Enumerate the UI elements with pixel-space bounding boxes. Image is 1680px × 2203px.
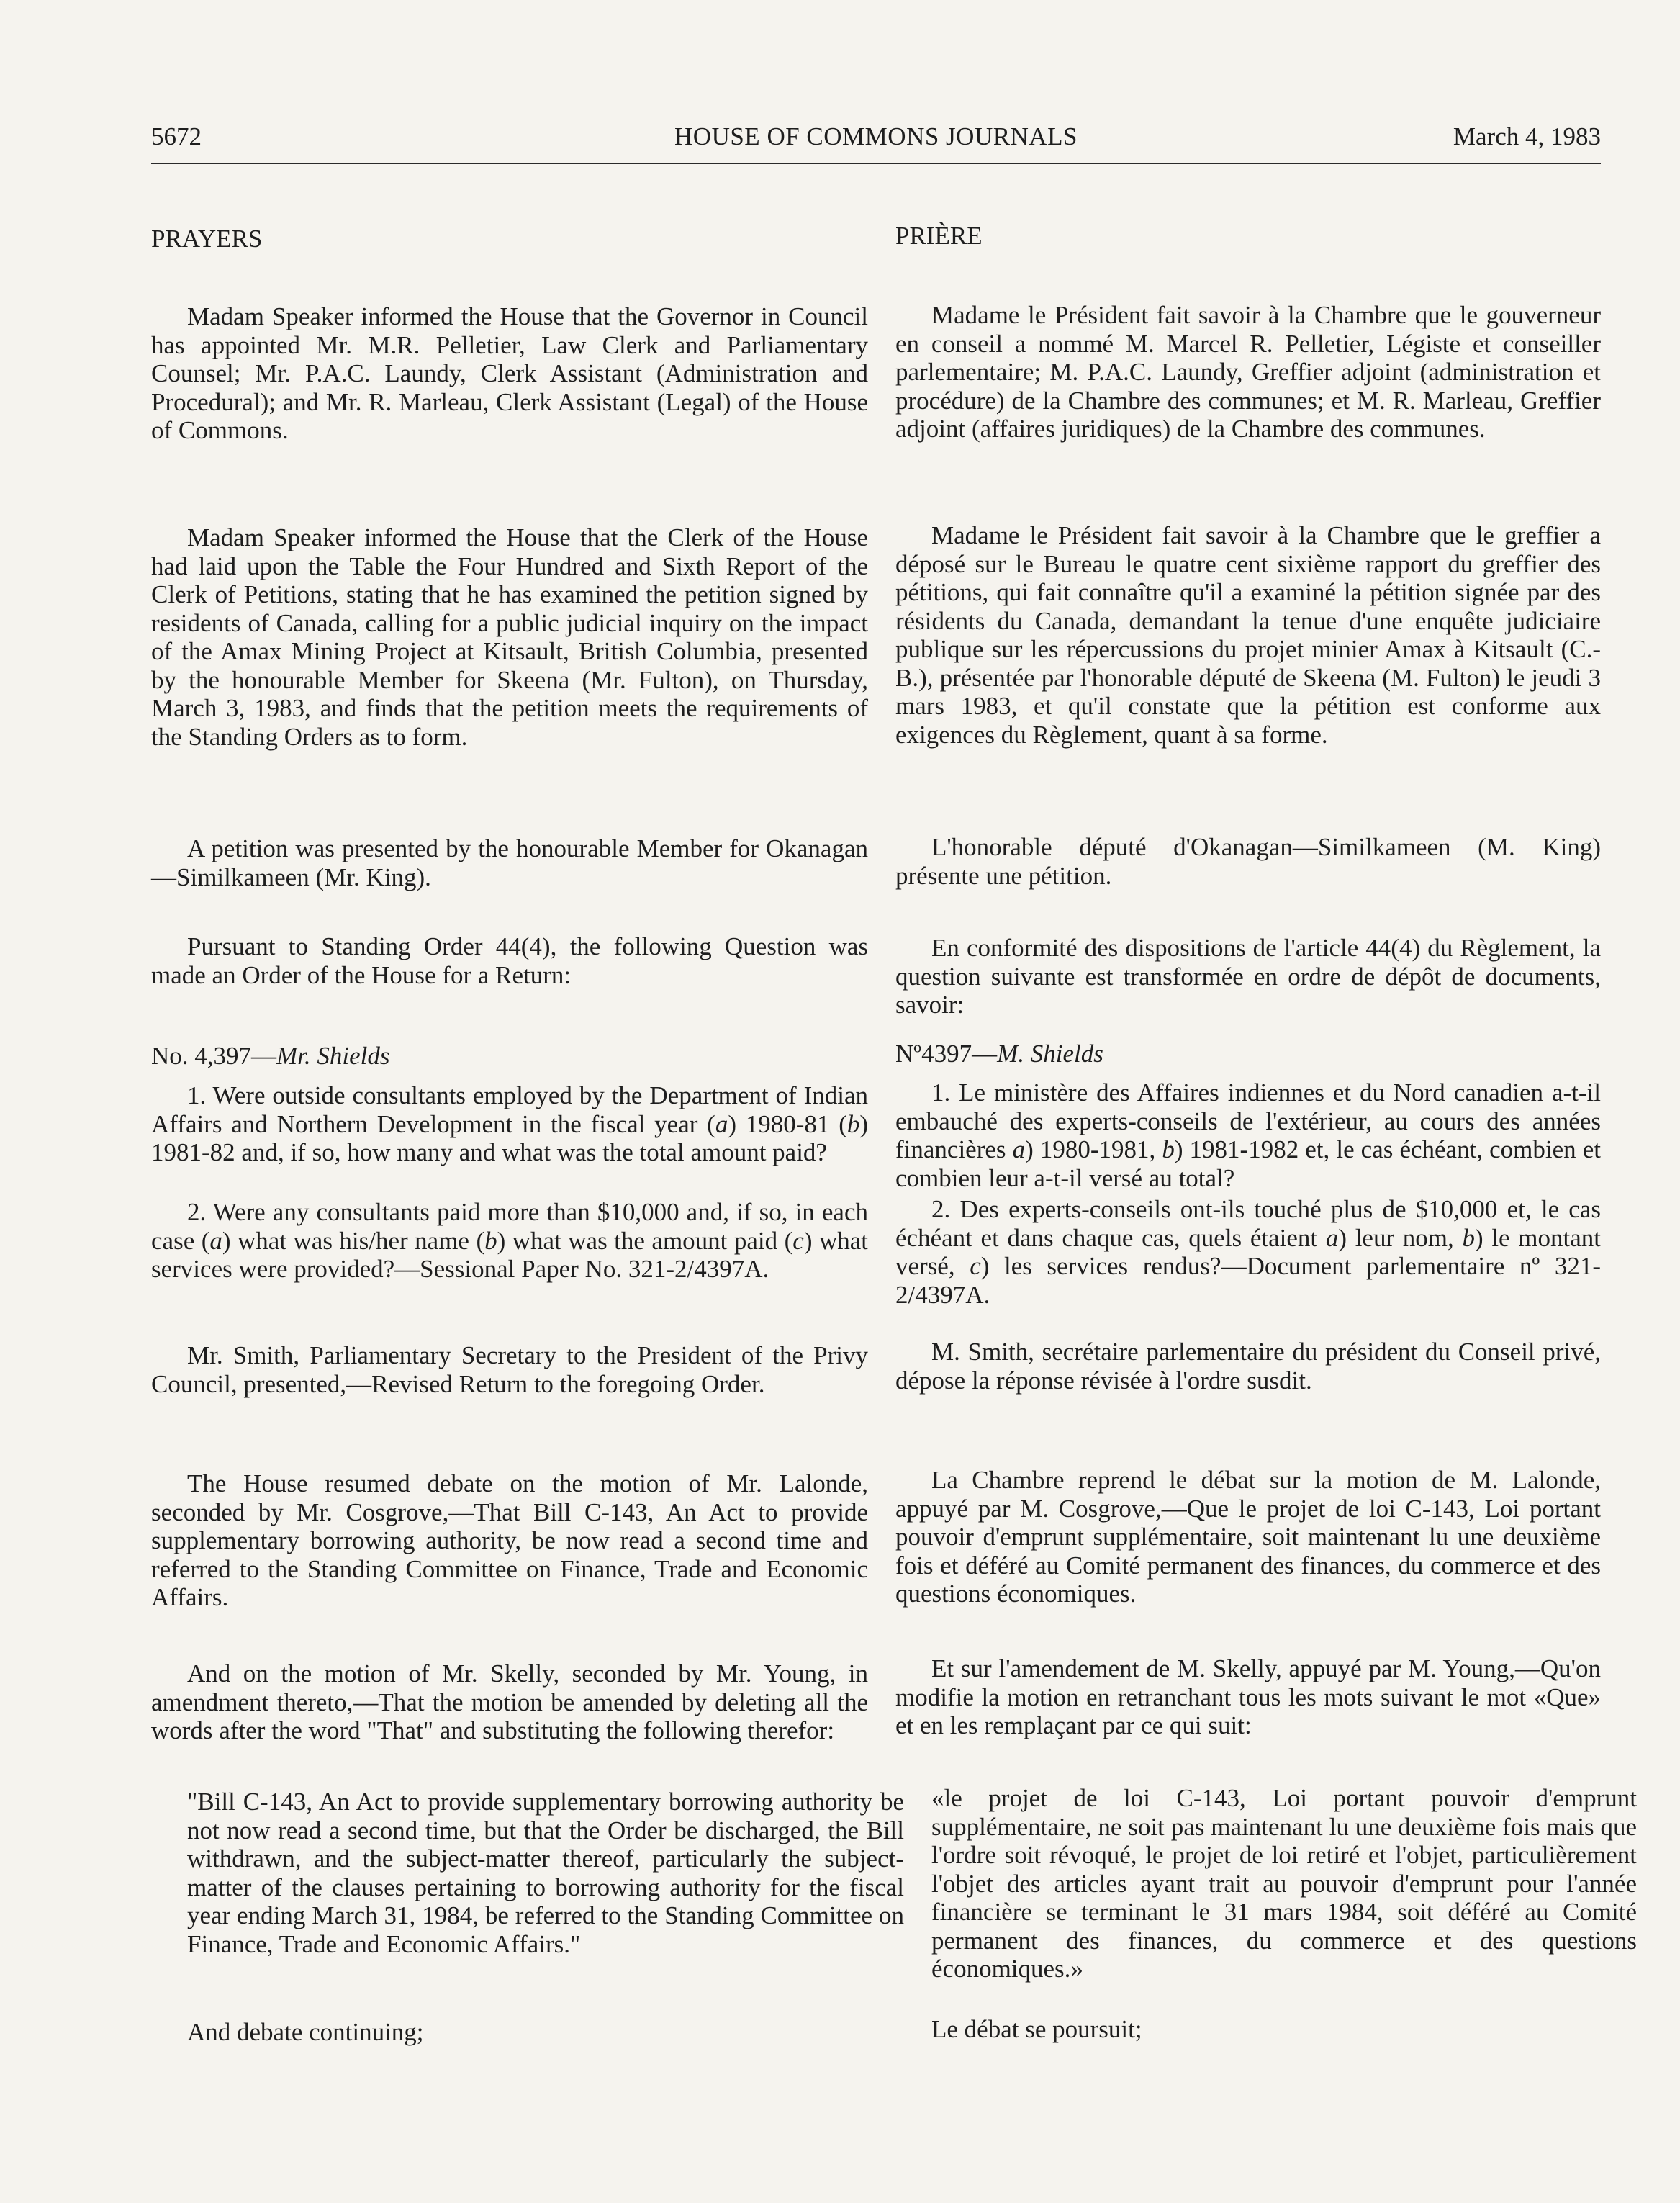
fr-paragraph-appointments: Madame le Président fait savoir à la Chambre que le gouverneur en conseil a nommé M. Marcel R. Pelletier, Légiste et conseiller parlementaire; M. P.A.C. Laundy, Greffier adjoint (administration et procédure) de la Chambre des communes; et M. R. Marleau, Greffier adjoint (affaires juridiques) de la Chambre des communes.: [895, 301, 1601, 443]
heading-priere: PRIÈRE: [895, 222, 983, 250]
en-question-heading: [151, 1042, 868, 1071]
fr-paragraph-revised-return: M. Smith, secrétaire parlementaire du président du Conseil privé, dépose la réponse révisée à l'ordre susdit.: [895, 1338, 1601, 1395]
fr-paragraph-debate-resumed: La Chambre reprend le débat sur la motion de M. Lalonde, appuyé par M. Cosgrove,—Que le projet de loi C-143, Loi portant pouvoir d'emprunt supplémentaire, soit maintenant lu une deuxième fois et déféré au Comité permanent des finances, du commerce et des questions économiques.: [895, 1466, 1601, 1608]
en-quoted-amendment: "Bill C-143, An Act to provide supplementary borrowing authority be not now read a second time, but that the Order be discharged, the Bill withdrawn, and the subject-matter thereof, particularly the subject-matter of the clauses pertaining to borrowing authority for the fiscal year ending March 31, 1984, be referred to the Standing Committee on Finance, Trade and Economic Affairs.": [187, 1788, 904, 1958]
page-number: 5672: [151, 122, 202, 150]
fr-question-number: Nº4397—: [895, 1040, 998, 1068]
en-question-item-2: 2. Were any consultants paid more than $10,000 and, if so, in each case (a) what was his/her name (b) what was the amount paid (c) what services were provided?—Sessional Paper No. 321-2/4397A.: [151, 1198, 868, 1283]
en-paragraph-revised-return: Mr. Smith, Parliamentary Secretary to the President of the Privy Council, presented,—Revised Return to the foregoing Order.: [151, 1341, 868, 1398]
en-paragraph-appointments: Madam Speaker informed the House that the Governor in Council has appointed Mr. M.R. Pelletier, Law Clerk and Parliamentary Counsel; Mr. P.A.C. Laundy, Clerk Assistant (Administration and Procedural); and Mr. R. Marleau, Clerk Assistant (Legal) of the House of Commons.: [151, 302, 868, 444]
en-question-number: No. 4,397—: [151, 1042, 277, 1070]
en-paragraph-petitions-report: Madam Speaker informed the House that the Clerk of the House had laid upon the Table the Four Hundred and Sixth Report of the Clerk of Petitions, stating that he has examined the petition signed by residents of Canada, calling for a public judicial inquiry on the impact of the Amax Mining Project at Kitsault, British Columbia, presented by the honourable Member for Skeena (Mr. Fulton), on Thursday, March 3, 1983, and finds that the petition meets the requirements of the Standing Orders as to form.: [151, 523, 868, 751]
fr-debate-continuing: Le débat se poursuit;: [931, 2015, 1142, 2043]
journal-date: March 4, 1983: [1453, 122, 1601, 150]
en-paragraph-petition-presented: A petition was presented by the honourable Member for Okanagan—Similkameen (Mr. King).: [151, 834, 868, 891]
fr-paragraph-order-return: En conformité des dispositions de l'article 44(4) du Règlement, la question suivante est transformée en ordre de dépôt de documents, savoir:: [895, 934, 1601, 1019]
fr-paragraph-petition-presented: L'honorable député d'Okanagan—Similkameen (M. King) présente une pétition.: [895, 833, 1601, 890]
fr-question-item-1: 1. Le ministère des Affaires indiennes et du Nord canadien a-t-il embauché des experts-conseils de l'extérieur, au cours des années financières a) 1980-1981, b) 1981-1982 et, le cas échéant, combien et combien leur a-t-il versé au total?: [895, 1078, 1601, 1192]
fr-question-member: M. Shields: [997, 1040, 1103, 1068]
page-header: [151, 120, 1601, 164]
en-paragraph-order-return: Pursuant to Standing Order 44(4), the following Question was made an Order of the House for a Return:: [151, 932, 868, 989]
en-question-member: Mr. Shields: [276, 1042, 390, 1070]
fr-paragraph-petitions-report: Madame le Président fait savoir à la Chambre que le greffier a déposé sur le Bureau le quatre cent sixième rapport du greffier des pétitions, qui fait connaître qu'il a examiné la pétition signée par des résidents du Canada, demandant la tenue d'une enquête judiciaire publique sur les répercussions du projet minier Amax à Kitsault (C.-B.), présentée par l'honorable député de Skeena (M. Fulton) le jeudi 3 mars 1983, et qu'il constate que la pétition est conforme aux exigences du Règlement, quant à sa forme.: [895, 521, 1601, 749]
fr-paragraph-amendment: Et sur l'amendement de M. Skelly, appuyé par M. Young,—Qu'on modifie la motion en retranchant tous les mots suivant le mot «Que» et en les remplaçant par ce qui suit:: [895, 1654, 1601, 1739]
fr-question-heading: [895, 1040, 1601, 1068]
en-debate-continuing: And debate continuing;: [187, 2018, 424, 2046]
heading-prayers: PRAYERS: [151, 225, 263, 253]
journal-title: HOUSE OF COMMONS JOURNALS: [674, 122, 1078, 150]
en-paragraph-debate-resumed: The House resumed debate on the motion of Mr. Lalonde, seconded by Mr. Cosgrove,—That Bill C-143, An Act to provide supplementary borrowing authority, be now read a second time and referred to the Standing Committee on Finance, Trade and Economic Affairs.: [151, 1469, 868, 1611]
fr-question-item-2: 2. Des experts-conseils ont-ils touché plus de $10,000 et, le cas échéant et dans chaque cas, quels étaient a) leur nom, b) le montant versé, c) les services rendus?—Document parlementaire nº 321-2/4397A.: [895, 1195, 1601, 1309]
fr-quoted-amendment: «le projet de loi C-143, Loi portant pouvoir d'emprunt supplémentaire, ne soit pas maintenant lu une deuxième fois mais que l'ordre soit révoqué, le projet de loi retiré et l'objet, particulièrement l'objet des articles ayant trait au pouvoir d'emprunt pour l'année financière se terminant le 31 mars 1984, soit déféré au Comité permanent des finances, du commerce et des questions économiques.»: [931, 1784, 1637, 1983]
en-paragraph-amendment: And on the motion of Mr. Skelly, seconded by Mr. Young, in amendment thereto,—That the motion be amended by deleting all the words after the word "That" and substituting the following therefor:: [151, 1659, 868, 1744]
en-question-item-1: 1. Were outside consultants employed by the Department of Indian Affairs and Northern Development in the fiscal year (a) 1980-81 (b) 1981-82 and, if so, how many and what was the total amount paid?: [151, 1081, 869, 1166]
